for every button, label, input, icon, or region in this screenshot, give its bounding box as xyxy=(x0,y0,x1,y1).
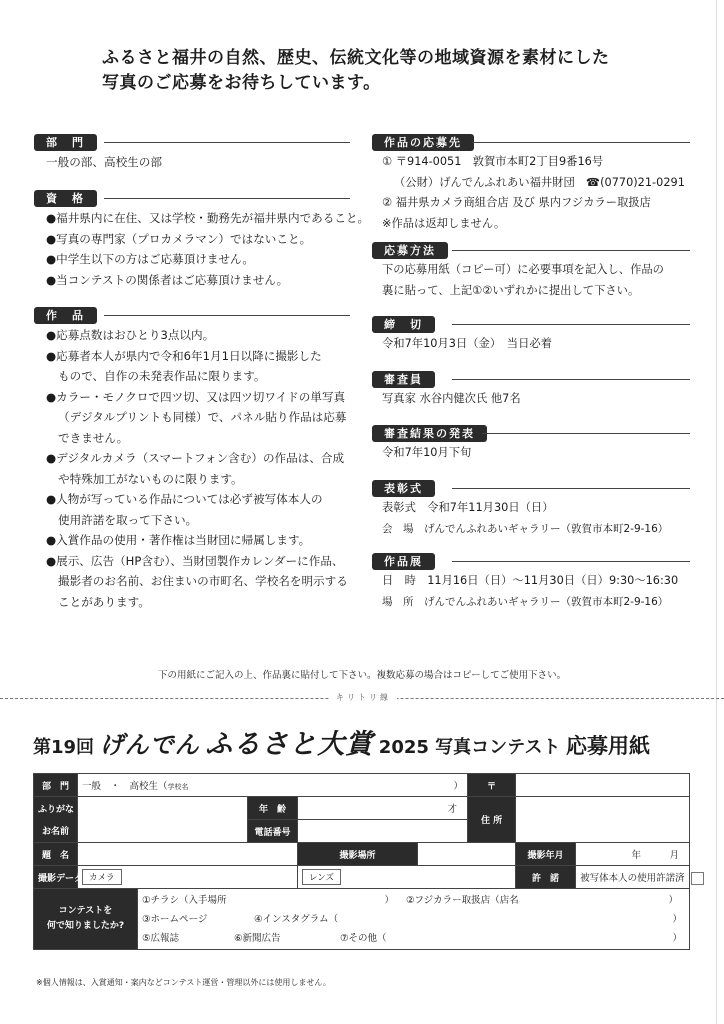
furigana-field[interactable] xyxy=(78,797,248,820)
section-shimekiri: 締 切 令和7年10月3日（金） 当日必着 xyxy=(372,316,690,355)
section-title: 締 切 xyxy=(372,316,435,333)
source-question: コンテストを 何で知りましたか? xyxy=(34,889,138,950)
form-note: 下の用紙にご記入の上、作品裏に貼付して下さい。複数応募の場合はコピーしてご使用下さい。 xyxy=(158,670,567,681)
option-other[interactable]: ⑦その他（ ） xyxy=(340,932,682,944)
section-shinsa: 審査員 写真家 水谷内健次氏 他7名 xyxy=(372,371,690,410)
section-shikaku: 資 格 ●福井県内に在住、又は学校・勤務先が福井県内であること。 ●写真の専門家（プロカメラマン）ではないこと。 ●中学生以下の方はご応募頂けません。 ●当コンテストの関係者はご応募頂けません。 xyxy=(34,190,350,290)
section-happyo: 審査結果の発表 令和7年10月下旬 xyxy=(372,425,690,464)
entry-form xyxy=(33,773,690,950)
section-oubosaki: 作品の応募先 ① 〒914-0051 敦賀市本町2丁目9番16号 （公財）げんでんふれあい福井財団 ☎(0770)21-0291 ② 福井県カメラ商組合店 及び 県内フジカラー取扱店 ※作品は返却しません。 xyxy=(372,134,690,234)
section-title: 審査員 xyxy=(372,371,435,388)
section-title: 応募方法 xyxy=(372,242,448,259)
lens-field[interactable]: レンズ xyxy=(298,866,516,889)
date-label: 撮影年月 xyxy=(516,843,576,866)
section-title: 審査結果の発表 xyxy=(372,425,487,442)
address-label: 住 所 xyxy=(468,797,516,843)
postal-field[interactable] xyxy=(516,774,690,797)
age-label: 年 齢 xyxy=(248,797,298,820)
option-instagram[interactable]: ④インスタグラム（ ） xyxy=(254,913,682,925)
section-sakuhin: 作 品 ●応募点数はおひとり3点以内。 ●応募者本人が県内で令和6年1月1日以降に撮影した もので、自作の未発表作品に限ります。 ●カラー・モノクロで四ツ切、又は四ツ切ワイドの単写真 （デジタルプリントも同様）で、パネル貼り作品は応募 できません。 ●デジタルカメラ（スマートフォン含む）の作品は、合成 や特殊加工がないものに限ります。 ●人物が写っている作品については必ず被写体本人の 使用許諾を取って下さい。 ●入賞作品の使用・著作権は当財団に帰属します。 ●展示、広告（HP含む）、当財団製作カレンダーに作品、 撮影者のお名前、お住まいの市町名、学校名を明示する ことがあります。 xyxy=(34,307,350,612)
option-homepage[interactable]: ③ホームページ xyxy=(142,913,208,925)
form-title: 第19回 げんでん ふるさと大賞 2025 写真コンテスト 応募用紙 xyxy=(33,729,651,760)
phone-field[interactable] xyxy=(298,820,468,843)
option-flyer[interactable]: ①チラシ（入手場所 ） xyxy=(142,894,394,906)
source-row-3 xyxy=(142,929,685,948)
section-title: 作 品 xyxy=(34,307,97,324)
title-label: 題 名 xyxy=(34,843,78,866)
section-bumon: 部 門 一般の部、高校生の部 xyxy=(34,134,350,173)
permit-checkbox[interactable] xyxy=(691,872,704,885)
section-hyoshoshiki: 表彰式 表彰式 令和7年11月30日（日） 会 場 げんでんふれあいギャラリー（敦賀市本町2-9-16） xyxy=(372,480,690,539)
age-field[interactable]: 才 xyxy=(298,797,468,820)
date-field[interactable]: 年 月 xyxy=(576,843,690,866)
section-title: 表彰式 xyxy=(372,480,435,497)
section-tenji: 作品展 日 時 11月16日（日）～11月30日（日）9:30～16:30 場 所 げんでんふれあいギャラリー（敦賀市本町2-9-16） xyxy=(372,553,690,612)
option-newspaper[interactable]: ⑥新聞広告 xyxy=(234,932,281,944)
permit-field[interactable]: 被写体本人の使用許諾済 xyxy=(576,866,690,889)
section-title: 作品の応募先 xyxy=(372,134,474,151)
name-field[interactable] xyxy=(78,820,248,843)
section-title: 作品展 xyxy=(372,553,435,570)
scan-edge xyxy=(716,0,717,1024)
place-field[interactable] xyxy=(418,843,516,866)
source-row-1 xyxy=(142,891,685,910)
data-label: 撮影データ xyxy=(34,866,78,889)
cut-line-label: キリトリ線 xyxy=(330,692,397,703)
bumon-field[interactable]: 一般 ・ 高校生（学校名 ） xyxy=(78,774,468,797)
privacy-note: ※個人情報は、入賞通知・案内などコンテスト運営・管理以外には使用しません。 xyxy=(36,978,331,987)
address-field[interactable] xyxy=(516,797,690,843)
place-label: 撮影場所 xyxy=(298,843,418,866)
name-label: お名前 xyxy=(34,820,78,843)
phone-label: 電話番号 xyxy=(248,820,298,843)
section-houhou: 応募方法 下の応募用紙（コピー可）に必要事項を記入し、作品の 裏に貼って、上記①②いずれかに提出して下さい。 xyxy=(372,242,690,301)
postal-label: 〒 xyxy=(468,774,516,797)
source-options xyxy=(138,889,690,950)
option-fujicolor[interactable]: ②フジカラー取扱店（店名 ） xyxy=(406,894,678,906)
furigana-label: ふりがな xyxy=(34,797,78,820)
option-koho[interactable]: ⑤広報誌 xyxy=(142,932,180,944)
permit-label: 許 諾 xyxy=(516,866,576,889)
bumon-label: 部 門 xyxy=(34,774,78,797)
source-row-2 xyxy=(142,910,685,929)
section-title: 部 門 xyxy=(34,134,97,151)
section-title: 資 格 xyxy=(34,190,97,207)
intro-text: ふるさと福井の自然、歴史、伝統文化等の地域資源を素材にした 写真のご応募をお待ちしています。 xyxy=(102,48,610,93)
title-field[interactable] xyxy=(78,843,298,866)
camera-field[interactable]: カメラ xyxy=(78,866,298,889)
